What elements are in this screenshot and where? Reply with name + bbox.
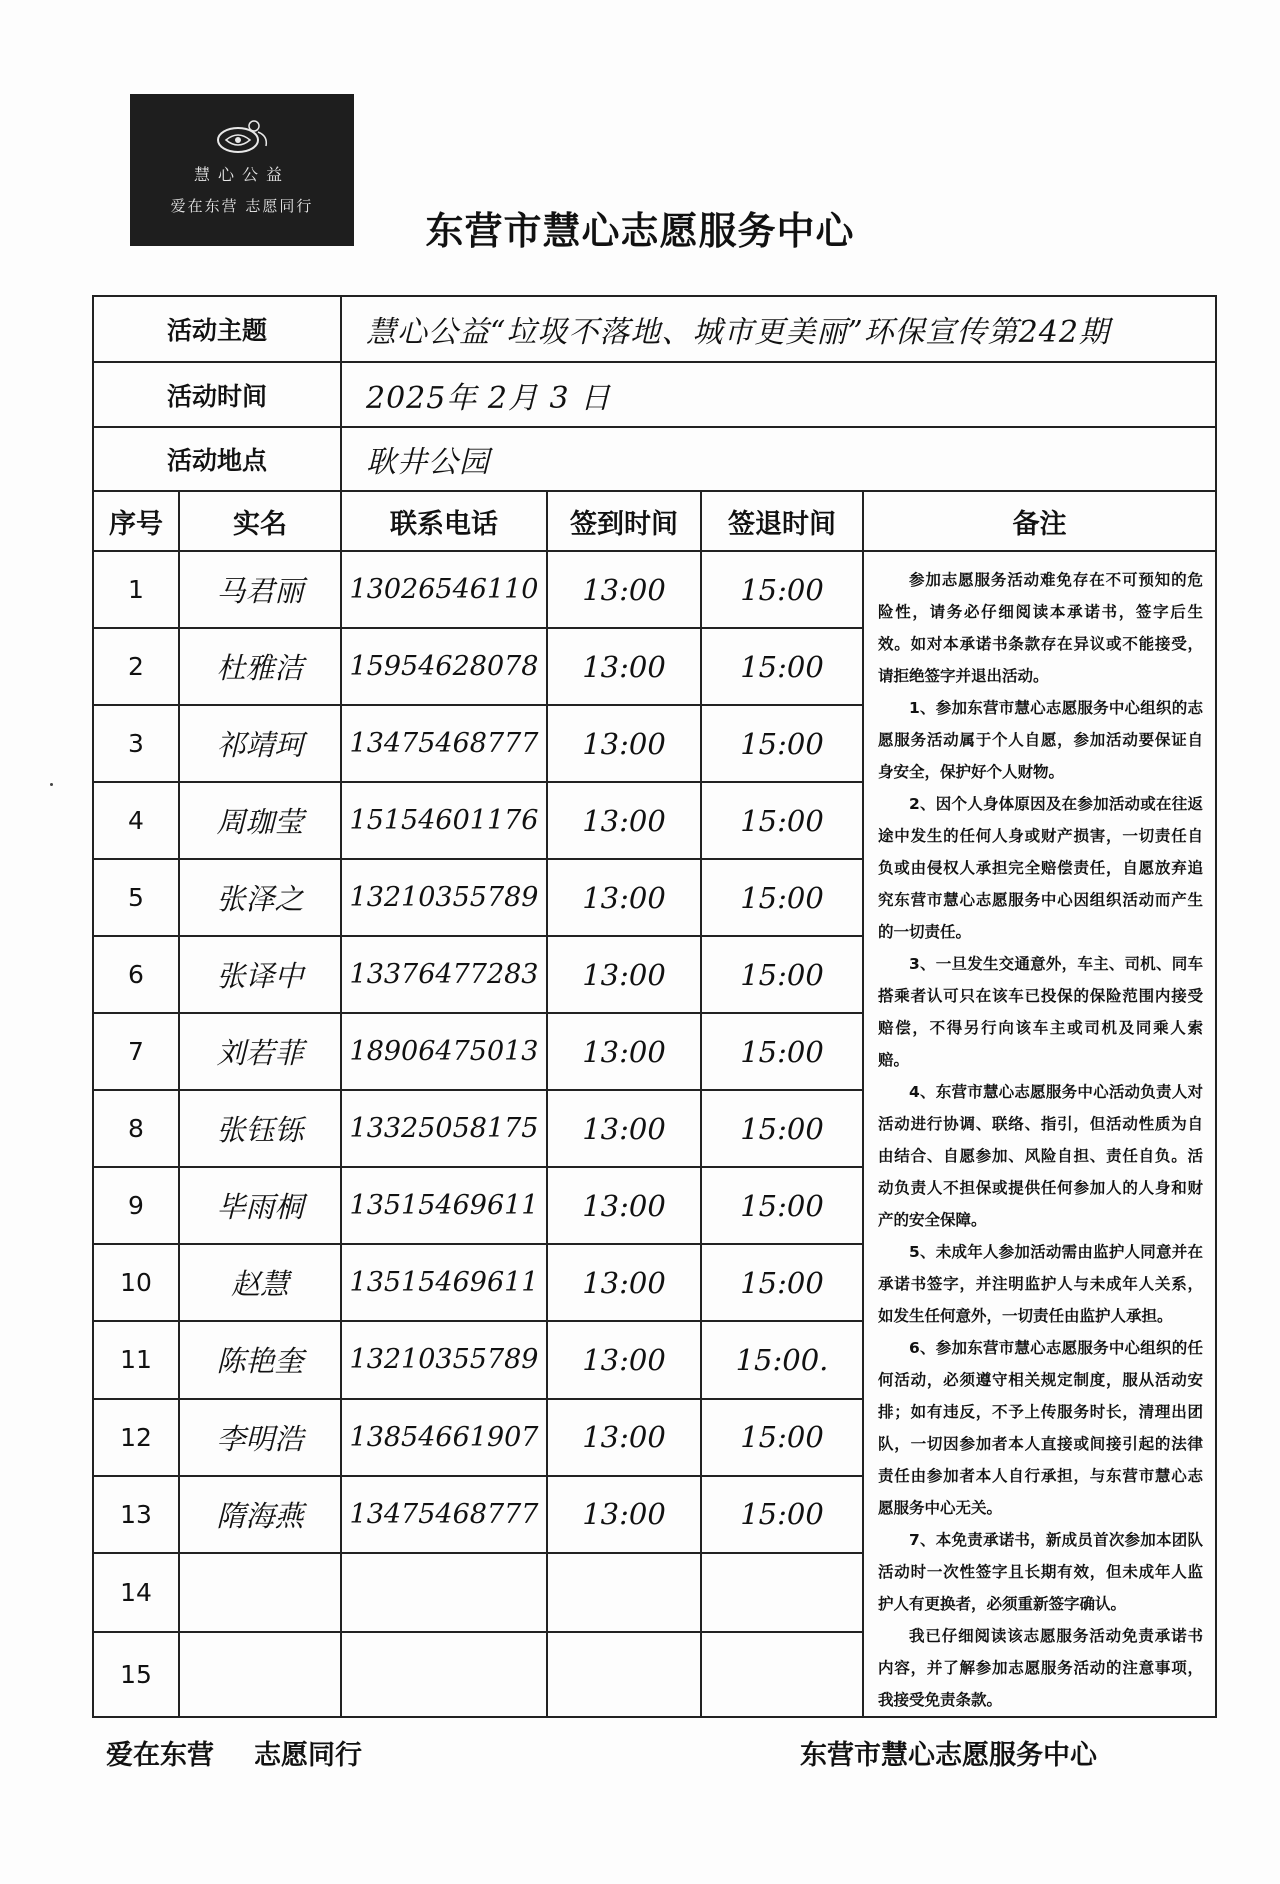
row-phone: 13210355789	[341, 1321, 547, 1398]
row-phone: 18906475013	[341, 1013, 547, 1090]
row-signout: 15:00	[701, 1476, 863, 1553]
row-signout: 15:00	[701, 628, 863, 705]
row-signin: 13:00	[547, 551, 701, 628]
row-signin: 13:00	[547, 1167, 701, 1244]
row-no: 6	[93, 936, 179, 1013]
footer-org-name: 东营市慧心志愿服务中心	[800, 1740, 1097, 1771]
row-signout: 15:00	[701, 705, 863, 782]
header-notes: 备注	[863, 491, 1216, 551]
row-name: 李明浩	[179, 1399, 341, 1476]
row-no: 5	[93, 859, 179, 936]
row-signout: 15:00	[701, 936, 863, 1013]
row-phone: 13515469611	[341, 1244, 547, 1321]
notes-paragraph: 我已仔细阅读该志愿服务活动免责承诺书内容，并了解参加志愿服务活动的注意事项，我接受免责条款。	[878, 1627, 1203, 1709]
scan-speck	[50, 783, 53, 786]
row-signin: 13:00	[547, 1013, 701, 1090]
header-phone: 联系电话	[341, 491, 547, 551]
table-row	[93, 551, 1216, 628]
row-no: 10	[93, 1244, 179, 1321]
row-signout: 15:00	[701, 1013, 863, 1090]
notes-paragraph: 1、参加东营市慧心志愿服务中心组织的志愿服务活动属于个人自愿，参加活动要保证自身安全，保护好个人财物。	[878, 699, 1203, 781]
row-signout	[701, 1553, 863, 1632]
row-phone: 13475468777	[341, 1476, 547, 1553]
row-phone: 13854661907	[341, 1399, 547, 1476]
row-name: 张钰铄	[179, 1090, 341, 1167]
row-phone: 13325058175	[341, 1090, 547, 1167]
row-name: 杜雅洁	[179, 628, 341, 705]
notes-paragraph: 参加志愿服务活动难免存在不可预知的危险性，请务必仔细阅读本承诺书，签字后生效。如对本承诺书条款存在异议或不能接受，请拒绝签字并退出活动。	[878, 571, 1203, 685]
row-signout: 15:00	[701, 782, 863, 859]
row-signin: 13:00	[547, 705, 701, 782]
notes-paragraph: 7、本免责承诺书，新成员首次参加本团队活动时一次性签字且长期有效，但未成年人监护人有更换者，必须重新签字确认。	[878, 1531, 1203, 1613]
row-name	[179, 1632, 341, 1717]
row-no: 8	[93, 1090, 179, 1167]
header-name: 实名	[179, 491, 341, 551]
footer-slogan	[106, 1733, 362, 1772]
row-name: 张泽之	[179, 859, 341, 936]
row-signout	[701, 1632, 863, 1717]
footer-slogan-part: 志愿同行	[254, 1740, 362, 1771]
row-name: 毕雨桐	[179, 1167, 341, 1244]
row-signin	[547, 1553, 701, 1632]
row-no: 1	[93, 551, 179, 628]
row-signin: 13:00	[547, 859, 701, 936]
row-signout: 15:00	[701, 1167, 863, 1244]
row-phone: 15954628078	[341, 628, 547, 705]
table-header-row	[93, 491, 1216, 551]
row-phone: 15154601176	[341, 782, 547, 859]
header-no: 序号	[93, 491, 179, 551]
row-phone: 13376477283	[341, 936, 547, 1013]
row-no: 15	[93, 1632, 179, 1717]
row-signout: 15:00	[701, 859, 863, 936]
notes-paragraph: 3、一旦发生交通意外，车主、司机、同车搭乘者认可只在该车已投保的保险范围内接受赔偿，不得另行向该车主或司机及同乘人索赔。	[878, 955, 1203, 1069]
row-signout: 15:00	[701, 1090, 863, 1167]
row-signin: 13:00	[547, 1244, 701, 1321]
row-signout: 15:00	[701, 1399, 863, 1476]
row-no: 7	[93, 1013, 179, 1090]
row-signout: 15:00.	[701, 1321, 863, 1398]
place-label: 活动地点	[93, 427, 341, 491]
row-name: 马君丽	[179, 551, 341, 628]
place-value: 耿井公园	[341, 427, 1216, 491]
row-no: 9	[93, 1167, 179, 1244]
time-label: 活动时间	[93, 362, 341, 427]
row-signin	[547, 1632, 701, 1717]
signin-table	[92, 295, 1217, 1718]
notes-paragraph: 6、参加东营市慧心志愿服务中心组织的任何活动，必须遵守相关规定制度，服从活动安排；如有违反，不予上传服务时长，清理出团队，一切因参加者本人直接或间接引起的法律责任由参加者本人自行承担，与东营市慧心志愿服务中心无关。	[878, 1339, 1203, 1517]
row-signin: 13:00	[547, 782, 701, 859]
row-phone: 13026546110	[341, 551, 547, 628]
row-name: 赵慧	[179, 1244, 341, 1321]
row-no: 11	[93, 1321, 179, 1398]
footer-slogan-part: 爱在东营	[106, 1740, 214, 1771]
logo-name: 慧心公益	[193, 165, 290, 184]
row-signin: 13:00	[547, 1321, 701, 1398]
row-signout: 15:00	[701, 551, 863, 628]
disclaimer-notes	[863, 551, 1216, 1717]
notes-paragraph: 5、未成年人参加活动需由监护人同意并在承诺书签字，并注明监护人与未成年人关系，如发生任何意外，一切责任由监护人承担。	[878, 1243, 1203, 1325]
logo-slogan: 爱在东营 志愿同行	[170, 197, 314, 215]
row-no: 3	[93, 705, 179, 782]
row-signin: 13:00	[547, 1399, 701, 1476]
row-name: 祁靖珂	[179, 705, 341, 782]
row-name	[179, 1553, 341, 1632]
row-name: 周珈莹	[179, 782, 341, 859]
logo-emblem-icon	[202, 112, 282, 158]
row-name: 陈艳奎	[179, 1321, 341, 1398]
row-no: 12	[93, 1399, 179, 1476]
row-no: 13	[93, 1476, 179, 1553]
time-value: 2025年 2月 3 日	[341, 362, 1216, 427]
row-no: 4	[93, 782, 179, 859]
row-no: 2	[93, 628, 179, 705]
row-name: 隋海燕	[179, 1476, 341, 1553]
row-phone	[341, 1553, 547, 1632]
theme-label: 活动主题	[93, 296, 341, 362]
row-name: 张译中	[179, 936, 341, 1013]
header-signout: 签退时间	[701, 491, 863, 551]
row-name: 刘若菲	[179, 1013, 341, 1090]
row-phone: 13210355789	[341, 859, 547, 936]
row-phone: 13475468777	[341, 705, 547, 782]
row-signout: 15:00	[701, 1244, 863, 1321]
row-signin: 13:00	[547, 1476, 701, 1553]
row-signin: 13:00	[547, 936, 701, 1013]
row-signin: 13:00	[547, 1090, 701, 1167]
row-no: 14	[93, 1553, 179, 1632]
theme-value: 慧心公益“垃圾不落地、城市更美丽”环保宣传第242期	[341, 296, 1216, 362]
row-phone: 13515469611	[341, 1167, 547, 1244]
notes-paragraph: 4、东营市慧心志愿服务中心活动负责人对活动进行协调、联络、指引，但活动性质为自由结合、自愿参加、风险自担、责任自负。活动负责人不担保或提供任何参加人的人身和财产的安全保障。	[878, 1083, 1203, 1229]
row-signin: 13:00	[547, 628, 701, 705]
row-phone	[341, 1632, 547, 1717]
notes-paragraph: 2、因个人身体原因及在参加活动或在往返途中发生的任何人身或财产损害，一切责任自负或由侵权人承担完全赔偿责任，自愿放弃追究东营市慧心志愿服务中心因组织活动而产生的一切责任。	[878, 795, 1203, 941]
page-title: 东营市慧心志愿服务中心	[425, 209, 855, 253]
header-signin: 签到时间	[547, 491, 701, 551]
